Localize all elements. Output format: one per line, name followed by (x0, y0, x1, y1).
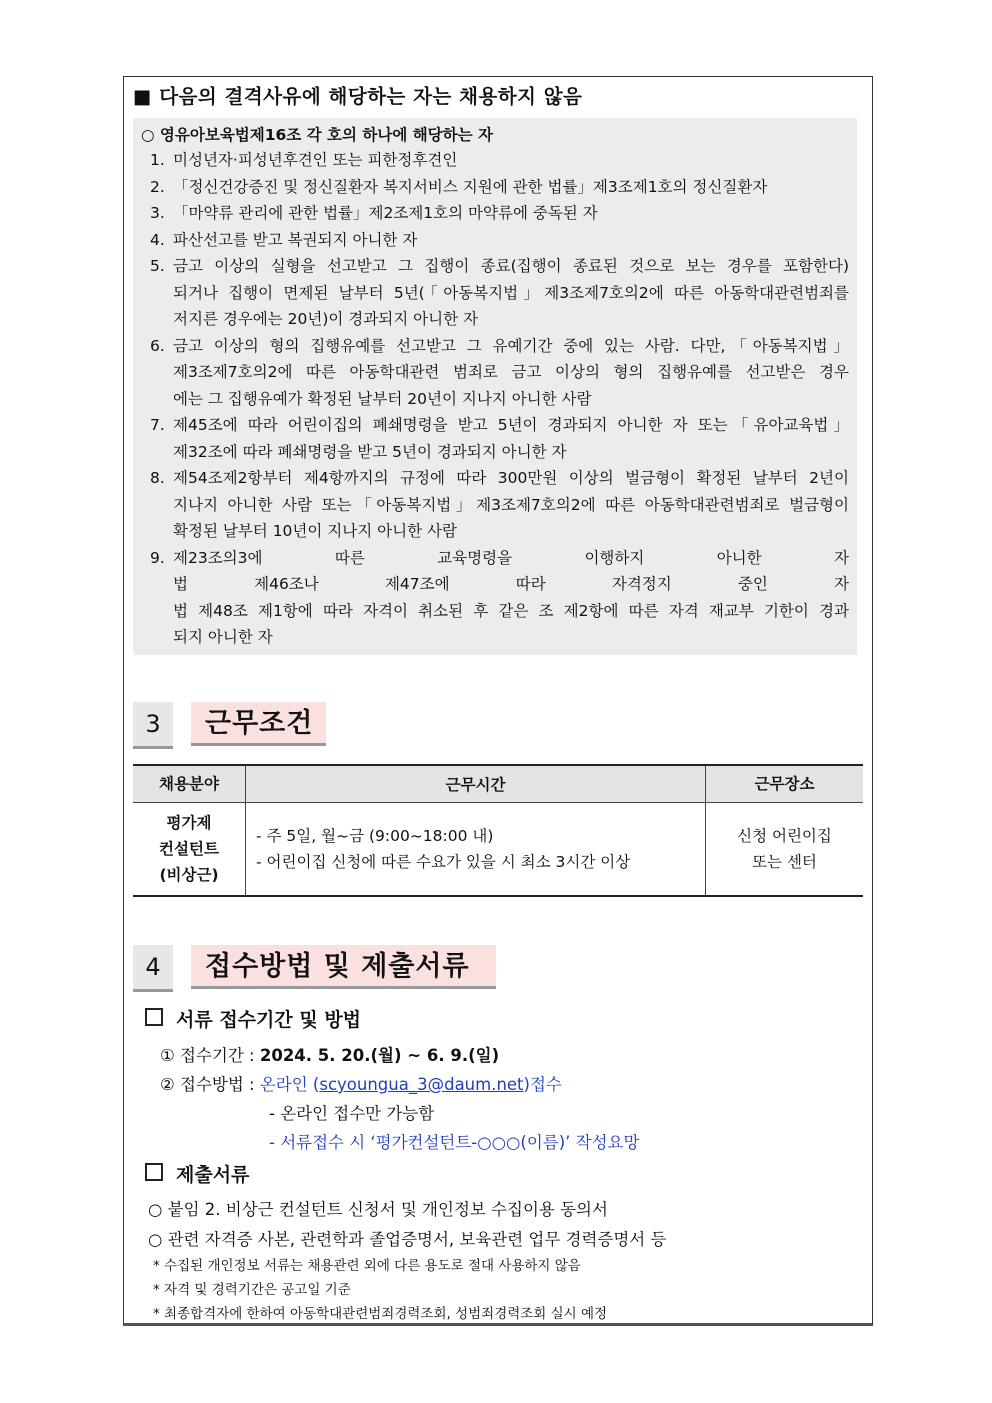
list-item-number: 7. (150, 416, 165, 434)
list-item (150, 253, 850, 333)
list-item-text: 에는 그 집행유예가 확정된 날부터 20년이 지나지 아니한 사람 (173, 389, 592, 408)
method-note-2: - 서류접수 시 ‘평가컨설턴트-○○○(이름)’ 작성요망 (269, 1133, 640, 1152)
list-item-text: 제45조에 따라 어린이집의 폐쇄명령을 받고 5년이 경과되지 아니한 자 또는「유아교육법」 (173, 416, 849, 434)
disqualification-box-title: ○ 영유아보육법제16조 각 호의 하나에 해당하는 자 (141, 126, 493, 144)
list-item-number: 3. (150, 204, 165, 222)
list-item-text: 파산선고를 받고 복권되지 아니한 자 (173, 230, 418, 249)
list-item (150, 333, 850, 413)
list-item (150, 200, 850, 227)
method-line: ② 접수방법 : 온라인 (scyoungua_3@daum.net)접수 (160, 1075, 562, 1094)
list-item-text: 금고 이상의 형의 집행유예를 선고받고 그 유예기간 중에 있는 사람. 다만,「아동복지법」 (173, 336, 849, 355)
note-line: * 최종합격자에 한하여 아동학대관련범죄경력조회, 성범죄경력조회 실시 예정 (153, 1306, 608, 1322)
list-item-number: 8. (150, 469, 165, 487)
disqualification-heading: ■ 다음의 결격사유에 해당하는 자는 채용하지 않음 (133, 85, 583, 108)
note-line: * 수집된 개인정보 서류는 채용관련 외에 다른 용도로 절대 사용하지 않음 (153, 1258, 581, 1274)
list-item (150, 174, 850, 201)
period-heading: 서류 접수기간 및 방법 (176, 1009, 362, 1031)
list-item (150, 412, 850, 465)
header-field: 채용분야 (133, 765, 246, 803)
list-item-number: 2. (150, 177, 165, 196)
list-item-text: 제54조제2항부터 제4항까지의 규정에 따라 300만원 이상의 벌금형이 확정된 날부터 2년이 (173, 469, 849, 487)
list-item-text: 되거나 집행이 면제된 날부터 5년(「아동복지법」제3조제7호의2에 따른 아동학대관련범죄를 (173, 283, 849, 302)
section-3-title: 근무조건 (191, 702, 326, 746)
list-item-number: 4. (150, 230, 165, 249)
list-item-text: 법 제48조 제1항에 따라 자격이 취소된 후 같은 조 제2항에 따른 자격 재교부 기한이 경과 (173, 601, 849, 620)
docs-item: ○ 관련 자격증 사본, 관련학과 졸업증명서, 보육관련 업무 경력증명서 등 (148, 1230, 667, 1249)
docs-heading: 제출서류 (176, 1164, 250, 1186)
cell-place: 신청 어린이집 또는 센터 (706, 803, 864, 897)
header-place: 근무장소 (706, 765, 864, 803)
section-4-number: 4 (133, 945, 173, 992)
list-item-text: 되지 아니한 자 (173, 628, 273, 646)
method-note-1: - 온라인 접수만 가능함 (269, 1104, 435, 1123)
list-item (150, 545, 850, 651)
header-hours: 근무시간 (246, 765, 706, 803)
list-item-text: 확정된 날부터 10년이 지나지 아니한 사람 (173, 522, 457, 540)
list-item-text: 법 제46조나 제47조에 따라 자격정지 중인 자 (173, 575, 849, 593)
cell-hours: - 주 5일, 월~금 (9:00~18:00 내) - 어린이집 신청에 따른 수요가 있을 시 최소 3시간 이상 (246, 803, 706, 897)
email-link[interactable]: scyoungua_3@daum.net (319, 1075, 524, 1094)
list-item (150, 227, 850, 254)
checkbox-square-icon (145, 1008, 163, 1026)
list-item-text: 제3조제7호의2에 따른 아동학대관련 범죄로 금고 이상의 형의 집행유예를 선고받은 경우 (173, 363, 849, 381)
list-item (150, 465, 850, 545)
list-item-text: 「마약류 관리에 관한 법률」제2조제1호의 마약류에 중독된 자 (173, 204, 598, 222)
list-item-text: 지나지 아니한 사람 또는「아동복지법」제3조제7호의2에 따른 아동학대관련범죄로 벌금형이 (173, 495, 849, 514)
list-item-number: 9. (150, 548, 165, 567)
list-item-text: 저지른 경우에는 20년)이 경과되지 아니한 자 (173, 310, 478, 328)
list-item (150, 147, 850, 174)
note-line: * 자격 및 경력기간은 공고일 기준 (153, 1282, 351, 1298)
cell-field: 평가제 컨설턴트 (비상근) (133, 803, 246, 897)
table-row (133, 803, 863, 897)
list-item-number: 1. (150, 151, 165, 169)
checkbox-square-icon (145, 1163, 163, 1181)
list-item-text: 미성년자·피성년후견인 또는 피한정후견인 (173, 151, 458, 169)
list-item-text: 금고 이상의 실형을 선고받고 그 집행이 종료(집행이 종료된 것으로 보는 경우를 포함한다) (173, 257, 849, 275)
period-line: ① 접수기간 : 2024. 5. 20.(월) ~ 6. 9.(일) (160, 1046, 500, 1065)
list-item-number: 6. (150, 336, 165, 355)
list-item-number: 5. (150, 257, 165, 275)
table-header-row (133, 765, 863, 803)
list-item-text: 제32조에 따라 폐쇄명령을 받고 5년이 경과되지 아니한 자 (173, 442, 567, 461)
section-3-number: 3 (133, 702, 173, 749)
work-conditions-table (133, 764, 863, 897)
list-item-text: 제23조의3에 따른 교육명령을 이행하지 아니한 자 (173, 548, 849, 567)
docs-item: ○ 붙임 2. 비상근 컨설턴트 신청서 및 개인정보 수집이용 동의서 (148, 1200, 608, 1219)
section-4-title: 접수방법 및 제출서류 (191, 945, 496, 989)
list-item-text: 「정신건강증진 및 정신질환자 복지서비스 지원에 관한 법률」제3조제1호의 정신질환자 (173, 177, 768, 196)
